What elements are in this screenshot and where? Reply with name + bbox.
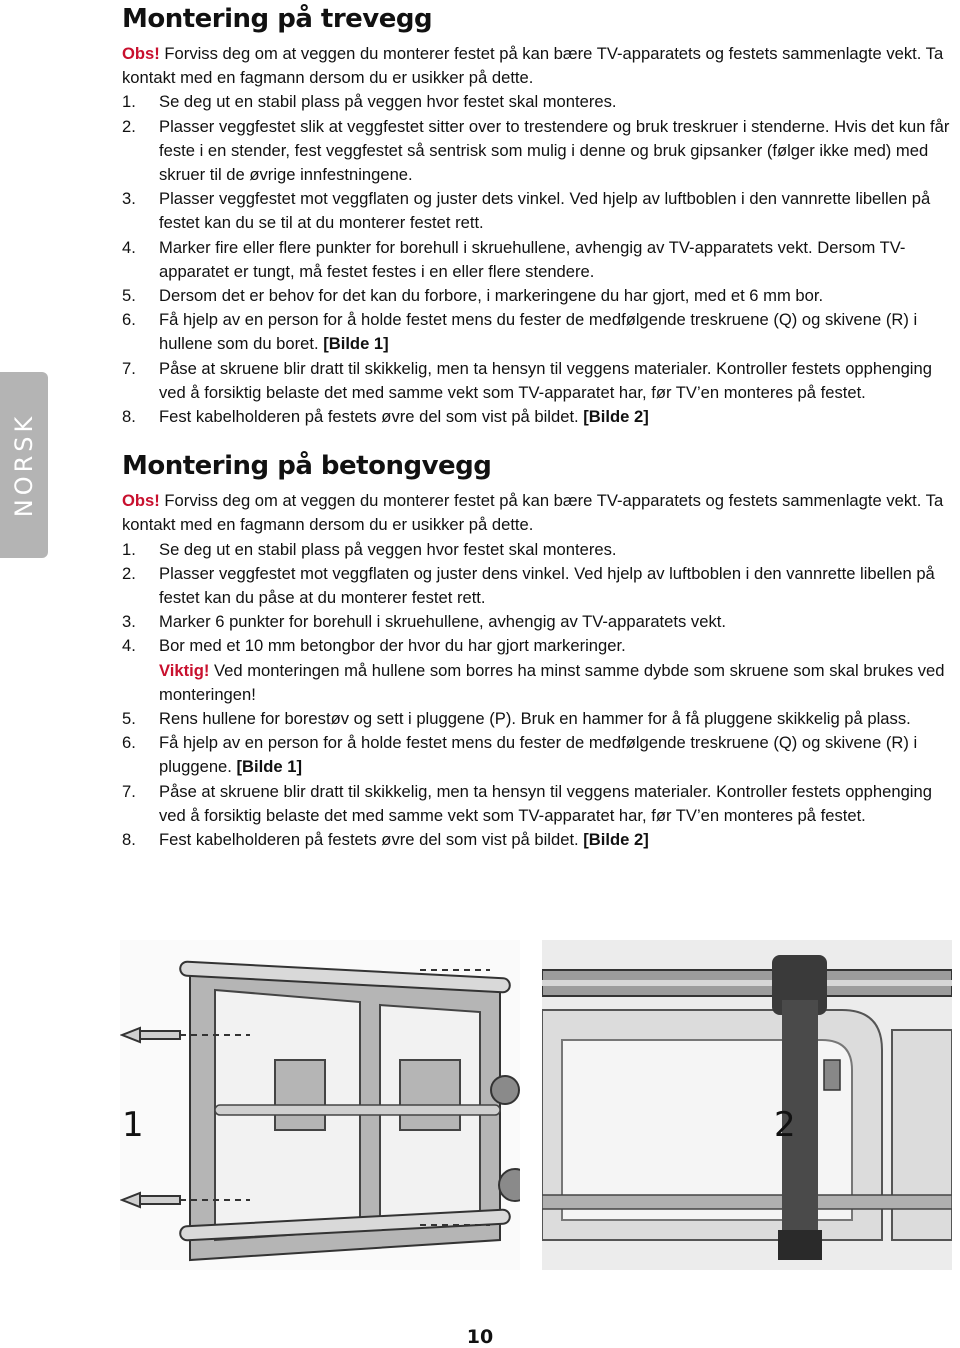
figure-2-label: 2	[774, 1105, 796, 1145]
step-item	[122, 405, 952, 429]
step-number: 8.	[122, 407, 136, 427]
viktig-text: Ved monteringen må hullene som borres ha minst samme dybde som skruene som skal brukes ved monteringen!	[159, 660, 945, 704]
step-number: 3.	[122, 189, 136, 209]
step-number: 5.	[122, 709, 136, 729]
step-number: 3.	[122, 612, 136, 632]
viktig-label: Viktig!	[159, 660, 210, 680]
step-text: Påse at skruene blir dratt til skikkelig, men ta hensyn til veggens materialer. Kontroller festets opphenging ved å forsiktig belaste det med samme vekt som TV-apparatet har, før TV’en monteres på festet.	[159, 358, 932, 402]
main-content	[122, 4, 952, 852]
figure-1-label: 1	[122, 1105, 144, 1145]
obs-label: Obs!	[122, 491, 160, 511]
step-item	[122, 538, 952, 562]
step-text: Se deg ut en stabil plass på veggen hvor festet skal monteres.	[159, 92, 617, 112]
step-item	[122, 707, 952, 731]
step-text: Få hjelp av en person for å holde festet mens du fester de medfølgende treskruene (Q) og skivene (R) i hullene som du boret.	[159, 310, 918, 354]
step-text: Rens hullene for borestøv og sett i pluggene (P). Bruk en hammer for å få pluggene skikkelig på plass.	[159, 709, 911, 729]
step-item	[122, 90, 952, 114]
obs-text: Forviss deg om at veggen du monterer festet på kan bære TV-apparatets og festets sammenlagte vekt. Ta kontakt med en fagmann dersom du er usikker på dette.	[122, 44, 944, 88]
steps-list-wood	[122, 90, 952, 429]
step-text: Se deg ut en stabil plass på veggen hvor festet skal monteres.	[159, 539, 617, 559]
step-item	[122, 828, 952, 852]
step-text: Plasser veggfestet mot veggflaten og juster dets vinkel. Ved hjelp av luftboblen i den vannrette libellen på festet kan du se til at du monterer festet rett.	[159, 189, 931, 233]
figure-reference: [Bilde 2]	[583, 830, 649, 850]
obs-note	[122, 489, 952, 537]
step-item	[122, 308, 952, 356]
step-item	[122, 115, 952, 188]
step-number: 4.	[122, 636, 136, 656]
step-text: Påse at skruene blir dratt til skikkelig, men ta hensyn til veggens materialer. Kontroller festets opphenging ved å forsiktig belaste det med samme vekt som TV-apparatet har, før TV’en monteres på festet.	[159, 781, 932, 825]
step-item	[122, 780, 952, 828]
step-number: 7.	[122, 358, 136, 378]
obs-label: Obs!	[122, 44, 160, 63]
step-text: Marker fire eller flere punkter for borehull i skruehullene, avhengig av TV-apparatets vekt. Dersom TV-apparatet er tungt, må festet festes i en eller flere stendere.	[159, 237, 906, 281]
cable-holder-illustration	[542, 940, 952, 1270]
figure-2-cable-holder	[542, 940, 952, 1270]
step-text: Plasser veggfestet mot veggflaten og juster dens vinkel. Ved hjelp av luftboblen i den vannrette libellen på festet kan du påse at du monterer festet rett.	[159, 563, 935, 608]
step-number: 7.	[122, 781, 136, 801]
step-number: 6.	[122, 733, 136, 753]
step-text: Marker 6 punkter for borehull i skruehullene, avhengig av TV-apparatets vekt.	[159, 612, 726, 632]
steps-list-concrete	[122, 538, 952, 853]
step-text: Fest kabelholderen på festets øvre del som vist på bildet.	[159, 830, 584, 850]
step-number: 2.	[122, 116, 136, 136]
section-title-concrete-wall: Montering på betongvegg	[122, 451, 492, 482]
step-item	[122, 731, 952, 779]
step-text: Dersom det er behov for det kan du forbore, i markeringene du har gjort, med et 6 mm bor.	[159, 286, 824, 306]
step-number: 2.	[122, 563, 136, 583]
figure-reference: [Bilde 1]	[236, 757, 302, 777]
page-number: 10	[466, 1326, 494, 1348]
step-text: Fest kabelholderen på festets øvre del som vist på bildet.	[159, 407, 584, 427]
step-item	[122, 236, 952, 284]
figures-area	[120, 940, 952, 1270]
step-item	[122, 357, 952, 405]
figure-reference: [Bilde 2]	[583, 407, 649, 427]
step-text: Bor med et 10 mm betongbor der hvor du har gjort markeringer.	[159, 636, 626, 656]
section-title-wood-wall: Montering på trevegg	[122, 4, 433, 34]
figure-1-wall-bracket	[120, 940, 520, 1270]
step-item	[122, 284, 952, 308]
obs-text: Forviss deg om at veggen du monterer festet på kan bære TV-apparatets og festets sammenlagte vekt. Ta kontakt med en fagmann dersom du er usikker på dette.	[122, 491, 944, 535]
step-item	[122, 634, 952, 707]
step-item	[122, 562, 952, 610]
step-text: Plasser veggfestet slik at veggfestet sitter over to trestendere og bruk treskruer i stenderne. Hvis det kun får feste i en stender, fest veggfestet så sentrisk som mulig i denne og bruk gipsanker (følger ikke med) med skruer til de øvrige innfestningene.	[159, 116, 950, 185]
language-side-tab	[0, 372, 48, 558]
step-number: 8.	[122, 830, 136, 850]
step-text: Få hjelp av en person for å holde festet mens du fester de medfølgende treskruene (Q) og skivene (R) i pluggene.	[159, 733, 918, 777]
step-number: 4.	[122, 237, 136, 257]
wall-bracket-illustration	[120, 940, 520, 1270]
obs-note	[122, 42, 952, 90]
step-item	[122, 610, 952, 634]
step-number: 6.	[122, 310, 136, 330]
figure-reference: [Bilde 1]	[323, 334, 389, 354]
step-number: 1.	[122, 92, 136, 112]
step-number: 5.	[122, 286, 136, 306]
step-item	[122, 187, 952, 235]
language-label: NORSK	[10, 412, 38, 518]
step-number: 1.	[122, 539, 136, 559]
